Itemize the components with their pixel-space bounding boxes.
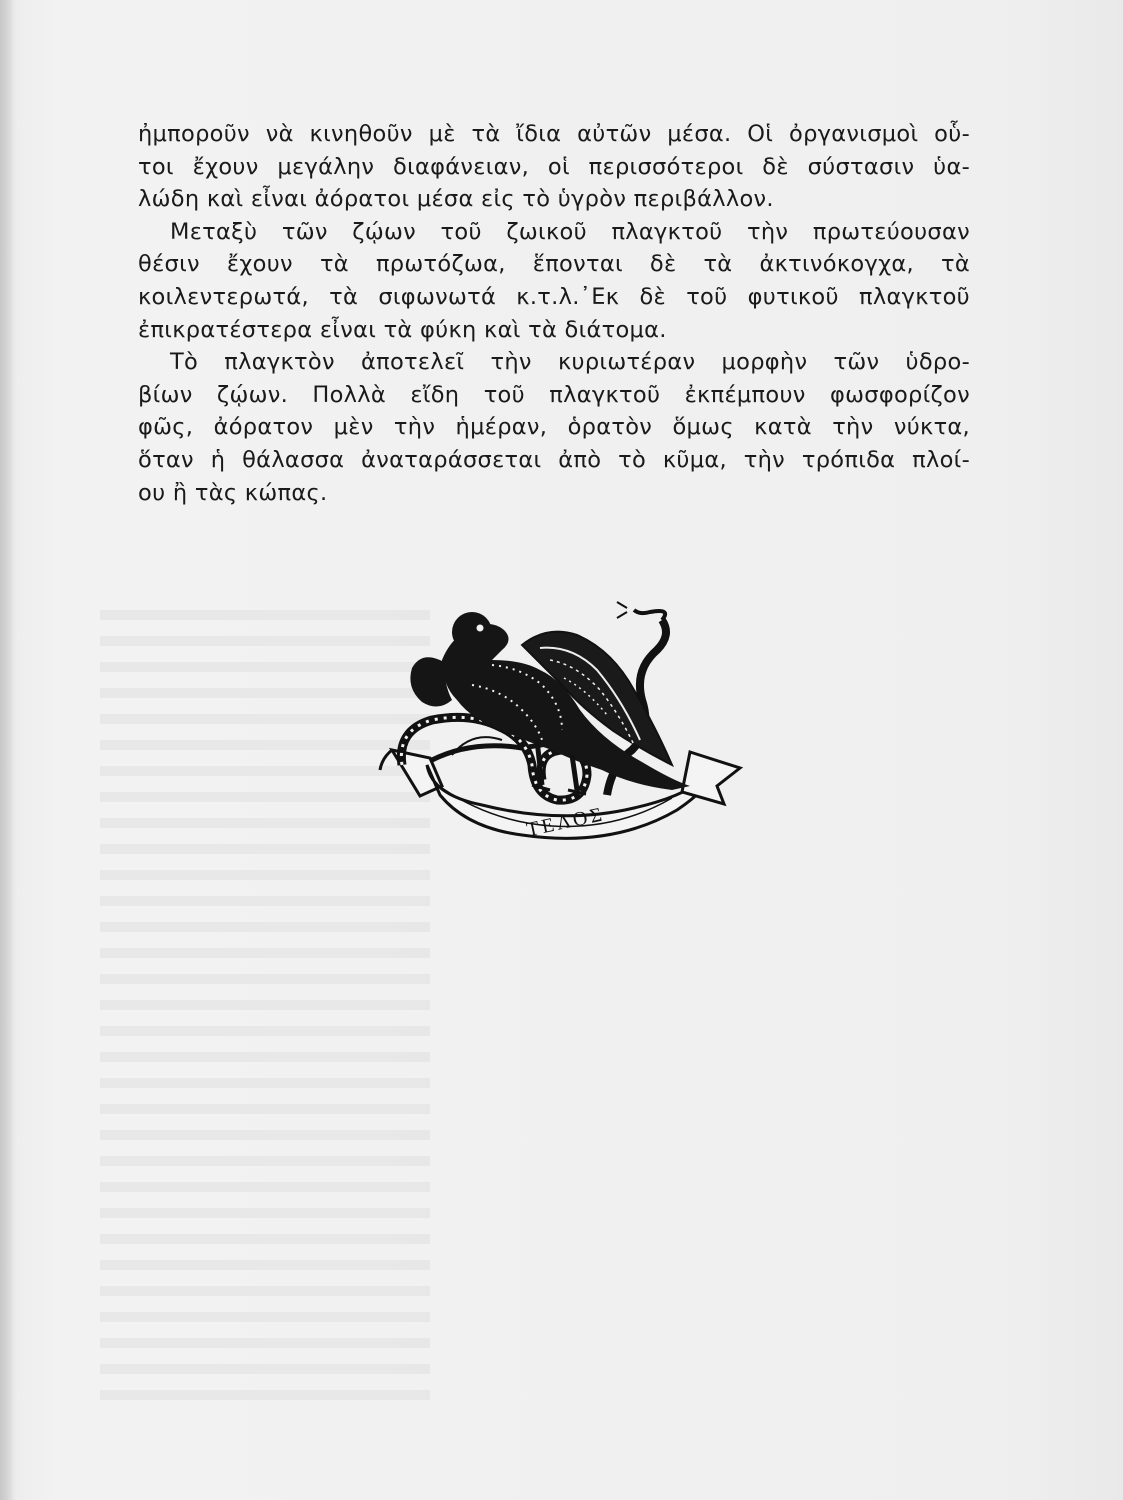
text-line: βίων ζῴων. Πολλὰ εἴδη τοῦ πλαγκτοῦ ἐκπέμπουν φωσφορίζον bbox=[138, 381, 970, 408]
paragraph-3 bbox=[138, 346, 970, 509]
ribbon-text: ΤΕΛΟΣ bbox=[524, 803, 607, 842]
text-line: Τὸ πλαγκτὸν ἀποτελεῖ τὴν κυριωτέραν μορφὴν τῶν ὑδρο- bbox=[170, 349, 970, 376]
eagle-serpent-emblem-icon bbox=[372, 590, 744, 860]
paragraph-2 bbox=[138, 216, 970, 346]
body-text bbox=[138, 118, 970, 509]
eagle bbox=[410, 612, 690, 794]
text-line: φῶς, ἀόρατον μὲν τὴν ἡμέραν, ὁρατὸν ὅμως κατὰ τὴν νύκτα, bbox=[138, 414, 970, 441]
text-line: κοιλεντερωτά, τὰ σιφωνωτά κ.τ.λ.᾽Εκ δὲ τοῦ φυτικοῦ πλαγκτοῦ bbox=[138, 283, 970, 310]
text-line: λώδη καὶ εἶναι ἀόρατοι μέσα εἰς τὸ ὑγρὸν περιβάλλον. bbox=[138, 186, 774, 213]
spine-shadow bbox=[0, 0, 14, 1500]
text-line: ἠμποροῦν νὰ κινηθοῦν μὲ τὰ ἴδια αὐτῶν μέσα. Οἱ ὀργανισμοὶ οὗ- bbox=[138, 121, 970, 147]
text-line: ἐπικρατέστερα εἶναι τὰ φύκη καὶ τὰ διάτομα. bbox=[138, 316, 667, 343]
paragraph-1 bbox=[138, 118, 970, 216]
text-line: ου ἢ τὰς κώπας. bbox=[138, 479, 328, 506]
text-line: τοι ἔχουν μεγάλην διαφάνειαν, οἱ περισσότεροι δὲ σύστασιν ὑα- bbox=[138, 153, 970, 180]
text-line: ὅταν ἡ θάλασσα ἀναταράσσεται ἀπὸ τὸ κῦμα, τὴν τρόπιδα πλοί- bbox=[138, 446, 970, 473]
text-line: Μεταξὺ τῶν ζῴων τοῦ ζωικοῦ πλαγκτοῦ τὴν πρωτεύουσαν bbox=[170, 218, 970, 245]
text-line: θέσιν ἔχουν τὰ πρωτόζωα, ἕπονται δὲ τὰ ἀκτινόκογχα, τὰ bbox=[138, 251, 970, 278]
